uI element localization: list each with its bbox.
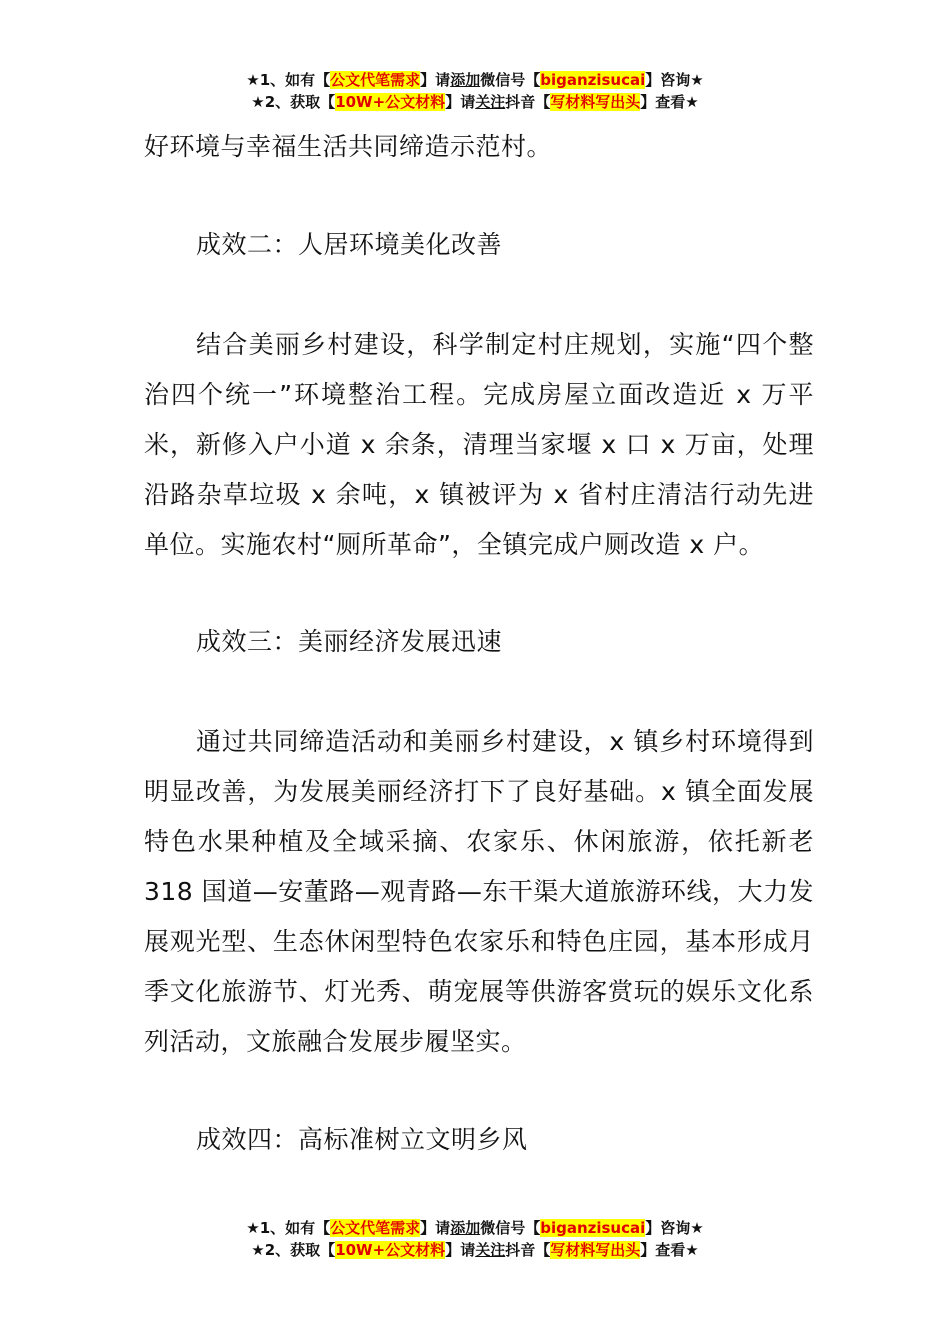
- promo-line-1: [0, 1217, 950, 1239]
- promo-text: 抖音【: [505, 93, 551, 111]
- paragraph-living-environment: 结合美丽乡村建设，科学制定村庄规划，实施“四个整治四个统一”环境整治工程。完成房屋立面改造近 x 万平米，新修入户小道 x 余条，清理当家堰 x 口 x 万亩，处理沿路杂草垃圾 x 余吨，x 镇被评为 x 省村庄清洁行动先进单位。实施农村“厕所革命”，全镇完成户厕改造 x 户。: [144, 330, 814, 559]
- promo-text: 】咨询★: [645, 71, 704, 89]
- promo-underline: 关注: [475, 93, 506, 111]
- promo-text: ★1、如有【: [246, 71, 331, 89]
- promo-highlight: 10W+公文材料: [335, 93, 446, 111]
- promo-text: 】请: [420, 71, 451, 89]
- promo-highlight: 公文代笔需求: [330, 71, 421, 89]
- top-promo-banner: [0, 69, 950, 113]
- promo-text: 】查看★: [640, 93, 699, 111]
- promo-text: 微信号【: [480, 1219, 541, 1237]
- promo-highlight: 公文代笔需求: [330, 1219, 421, 1237]
- promo-line-1: [0, 69, 950, 91]
- promo-wechat-id: biganzisucai: [540, 1219, 646, 1237]
- bottom-promo-banner: [0, 1217, 950, 1261]
- promo-text: 】查看★: [640, 1241, 699, 1259]
- promo-underline: 关注: [475, 1241, 506, 1259]
- promo-text: 】请: [420, 1219, 451, 1237]
- promo-text: ★2、获取【: [251, 1241, 336, 1259]
- paragraph-beautiful-economy: 通过共同缔造活动和美丽乡村建设，x 镇乡村环境得到明显改善，为发展美丽经济打下了良好基础。x 镇全面发展特色水果种植及全域采摘、农家乐、休闲旅游，依托新老 318 国道—安董路—观青路—东干渠大道旅游环线，大力发展观光型、生态休闲型特色农家乐和特色庄园，基本形成月季文化旅游节、灯光秀、萌宠展等供游客赏玩的娱乐文化系列活动，文旅融合发展步履坚实。: [144, 727, 814, 1056]
- promo-highlight: 10W+公文材料: [335, 1241, 446, 1259]
- promo-wechat-id: biganzisucai: [540, 71, 646, 89]
- promo-text: 】请: [445, 93, 476, 111]
- promo-text: 抖音【: [505, 1241, 551, 1259]
- section-heading-2: 成效二：人居环境美化改善: [196, 230, 503, 259]
- promo-line-2: [0, 91, 950, 113]
- promo-text: ★2、获取【: [251, 93, 336, 111]
- promo-douyin-id: 写材料写出头: [550, 93, 641, 111]
- section-heading-3: 成效三：美丽经济发展迅速: [196, 627, 503, 656]
- promo-underline: 添加: [450, 1219, 481, 1237]
- promo-text: 】咨询★: [645, 1219, 704, 1237]
- promo-text: ★1、如有【: [246, 1219, 331, 1237]
- promo-underline: 添加: [450, 71, 481, 89]
- section-heading-4: 成效四：高标准树立文明乡风: [196, 1125, 528, 1154]
- paragraph-continuation: 好环境与幸福生活共同缔造示范村。: [144, 132, 553, 161]
- promo-text: 】请: [445, 1241, 476, 1259]
- promo-douyin-id: 写材料写出头: [550, 1241, 641, 1259]
- promo-line-2: [0, 1239, 950, 1261]
- promo-text: 微信号【: [480, 71, 541, 89]
